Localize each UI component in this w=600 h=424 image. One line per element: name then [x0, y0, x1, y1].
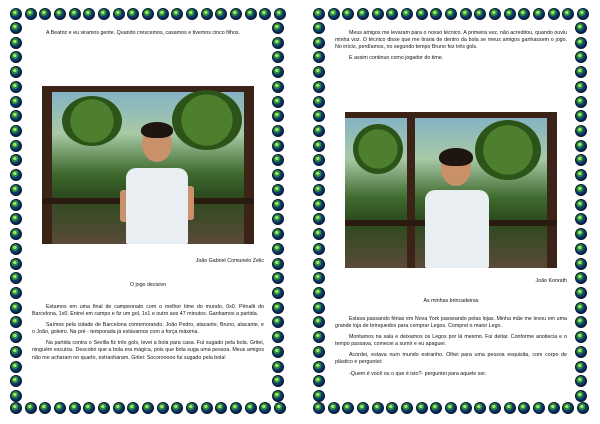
- globe-icon: [533, 402, 545, 414]
- globe-icon: [313, 154, 325, 166]
- globe-icon: [10, 228, 22, 240]
- globe-icon: [54, 8, 66, 20]
- globe-icon: [430, 402, 442, 414]
- globe-icon: [272, 169, 284, 181]
- globe-icon: [113, 8, 125, 20]
- globe-icon: [272, 287, 284, 299]
- globe-icon: [575, 316, 587, 328]
- globe-icon: [10, 258, 22, 270]
- globe-icon: [39, 402, 51, 414]
- globe-icon: [69, 402, 81, 414]
- globe-icon: [98, 402, 110, 414]
- intro-paragraph: A Beatriz e eu viramos gente. Quando crescemos, casamos e tivemos cinco filhos.: [46, 30, 241, 36]
- globe-icon: [10, 22, 22, 34]
- globe-icon: [357, 8, 369, 20]
- globe-icon: [272, 22, 284, 34]
- globe-icon: [575, 375, 587, 387]
- globe-icon: [10, 361, 22, 373]
- globe-icon: [575, 258, 587, 270]
- globe-icon: [575, 302, 587, 314]
- photo-caption: João Konrath: [535, 278, 567, 284]
- globe-icon: [575, 37, 587, 49]
- globe-icon: [445, 402, 457, 414]
- globe-icon: [272, 302, 284, 314]
- globe-icon: [313, 243, 325, 255]
- globe-icon: [416, 402, 428, 414]
- globe-icon: [313, 22, 325, 34]
- story-paragraph: Na partida contra o Sevilla fiz três gols, levei a bola para casa. Fui sugado pela bola. Gritei, ninguém escutou. Descobri que a bola era mágica, pois que bola suga uma pessoa. Meus amigos não me acharam no quarto, estranharam. Gritei: Socorooooo fui sugado pela bola!: [32, 340, 264, 361]
- globe-icon: [98, 8, 110, 20]
- globe-icon: [548, 8, 560, 20]
- globe-icon: [272, 110, 284, 122]
- globe-icon: [474, 8, 486, 20]
- globe-icon: [215, 8, 227, 20]
- globe-icon: [575, 140, 587, 152]
- globe-icon: [10, 81, 22, 93]
- globe-icon: [272, 37, 284, 49]
- globe-icon: [577, 8, 589, 20]
- globe-border-top: [313, 8, 589, 22]
- story-paragraph: E assim continuo como jogador do time.: [349, 55, 444, 62]
- globe-icon: [328, 8, 340, 20]
- globe-icon: [10, 375, 22, 387]
- story-paragraph: Estava passando férias em Nova York passeando pelas lojas. Minha mãe me levou em uma grande loja de brinquedos para comprar Legos. Comprei o maior Lego.: [335, 316, 567, 330]
- globe-icon: [10, 96, 22, 108]
- globe-icon: [313, 213, 325, 225]
- globe-icon: [575, 199, 587, 211]
- globe-icon: [401, 402, 413, 414]
- section-title: O jogo decisivo: [129, 282, 167, 288]
- globe-icon: [313, 8, 325, 20]
- photo-boy-smiling: [42, 86, 254, 244]
- globe-icon: [83, 402, 95, 414]
- globe-icon: [386, 402, 398, 414]
- globe-icon: [575, 110, 587, 122]
- story-paragraph: Meus amigos me levaram para o nosso técnico. A primeira vez, não acreditou, quando ouviu minha voz. O técnico disse que me tiraria de dentro da bola se meus amigos ganhassem o jogo. No início, perdíamos, no segundo tempo Bruno fez três gols.: [335, 30, 567, 51]
- globe-icon: [313, 51, 325, 63]
- globe-icon: [245, 402, 257, 414]
- globe-icon: [10, 140, 22, 152]
- globe-icon: [10, 272, 22, 284]
- globe-icon: [10, 184, 22, 196]
- globe-icon: [10, 125, 22, 137]
- globe-icon: [313, 228, 325, 240]
- globe-icon: [186, 402, 198, 414]
- globe-icon: [313, 81, 325, 93]
- globe-icon: [386, 8, 398, 20]
- globe-icon: [372, 8, 384, 20]
- globe-icon: [313, 331, 325, 343]
- globe-icon: [575, 228, 587, 240]
- globe-icon: [518, 402, 530, 414]
- globe-icon: [474, 402, 486, 414]
- globe-icon: [313, 199, 325, 211]
- globe-icon: [313, 361, 325, 373]
- globe-icon: [575, 66, 587, 78]
- globe-icon: [171, 8, 183, 20]
- globe-icon: [575, 361, 587, 373]
- left-page-content: [32, 26, 264, 400]
- photo-caption: João Gabriel Comunelo Zelic: [195, 258, 264, 264]
- story-paragraph: -Quem é você ou o que é isto?- perguntei para aquele ser.: [349, 370, 487, 377]
- globe-icon: [575, 346, 587, 358]
- story-paragraph: Saímos pela cidade de Barcelona comemorando, João Pedro, atacante, Bruno, atacante, e o João, goleiro. Na pré - temporada já estávamos com a força máxima.: [32, 322, 264, 336]
- globe-icon: [562, 402, 574, 414]
- globe-icon: [142, 402, 154, 414]
- globe-icon: [372, 402, 384, 414]
- globe-icon: [10, 169, 22, 181]
- globe-icon: [575, 390, 587, 402]
- globe-icon: [272, 272, 284, 284]
- globe-icon: [342, 402, 354, 414]
- globe-icon: [313, 140, 325, 152]
- globe-icon: [272, 361, 284, 373]
- globe-icon: [272, 81, 284, 93]
- globe-icon: [313, 66, 325, 78]
- globe-border-bottom: [313, 402, 589, 416]
- globe-icon: [230, 402, 242, 414]
- globe-icon: [259, 402, 271, 414]
- globe-border-right: [575, 22, 589, 402]
- globe-icon: [10, 51, 22, 63]
- globe-icon: [272, 199, 284, 211]
- globe-icon: [272, 228, 284, 240]
- globe-icon: [54, 402, 66, 414]
- globe-icon: [272, 96, 284, 108]
- globe-icon: [10, 302, 22, 314]
- globe-icon: [39, 8, 51, 20]
- globe-icon: [272, 125, 284, 137]
- globe-icon: [127, 8, 139, 20]
- globe-icon: [69, 8, 81, 20]
- globe-icon: [575, 213, 587, 225]
- globe-icon: [10, 402, 22, 414]
- left-page: [10, 8, 286, 416]
- globe-icon: [10, 66, 22, 78]
- globe-icon: [10, 213, 22, 225]
- globe-icon: [272, 66, 284, 78]
- globe-icon: [575, 287, 587, 299]
- globe-border-right: [272, 22, 286, 402]
- globe-icon: [313, 402, 325, 414]
- globe-icon: [575, 81, 587, 93]
- globe-icon: [445, 8, 457, 20]
- globe-icon: [489, 8, 501, 20]
- globe-icon: [272, 390, 284, 402]
- globe-icon: [504, 8, 516, 20]
- globe-icon: [533, 8, 545, 20]
- globe-icon: [313, 316, 325, 328]
- globe-icon: [575, 22, 587, 34]
- globe-icon: [575, 51, 587, 63]
- globe-icon: [274, 402, 286, 414]
- globe-icon: [10, 110, 22, 122]
- globe-icon: [357, 402, 369, 414]
- globe-icon: [575, 184, 587, 196]
- right-page: [313, 8, 589, 416]
- globe-icon: [25, 8, 37, 20]
- globe-icon: [10, 316, 22, 328]
- globe-icon: [575, 272, 587, 284]
- story-paragraph: Estamos em uma final de campeonato com o melhor time do mundo, 0x0. Pênalti do Barcelona, 1x0. Entrei em campo e fiz um gol, 1x1 e outro aos 47 minutos. Ganhamos a partida.: [32, 304, 264, 318]
- globe-icon: [313, 37, 325, 49]
- globe-icon: [460, 402, 472, 414]
- globe-border-bottom: [10, 402, 286, 416]
- globe-icon: [313, 110, 325, 122]
- globe-icon: [272, 140, 284, 152]
- globe-border-left: [313, 22, 327, 402]
- globe-icon: [272, 375, 284, 387]
- globe-icon: [272, 154, 284, 166]
- globe-icon: [230, 8, 242, 20]
- globe-icon: [10, 331, 22, 343]
- globe-icon: [313, 346, 325, 358]
- story-paragraph: Acordei, estava num mundo estranho. Olhei para uma pessoa esquisita, com corpo de plástico e perguntei:: [335, 352, 567, 366]
- globe-icon: [10, 287, 22, 299]
- globe-icon: [313, 390, 325, 402]
- globe-icon: [575, 331, 587, 343]
- globe-icon: [272, 331, 284, 343]
- right-page-content: [335, 26, 567, 400]
- globe-icon: [313, 258, 325, 270]
- globe-icon: [313, 375, 325, 387]
- story-body: [335, 316, 567, 378]
- globe-icon: [157, 402, 169, 414]
- globe-icon: [489, 402, 501, 414]
- globe-icon: [274, 8, 286, 20]
- globe-icon: [313, 184, 325, 196]
- globe-icon: [10, 346, 22, 358]
- globe-icon: [142, 8, 154, 20]
- globe-icon: [575, 96, 587, 108]
- globe-icon: [245, 8, 257, 20]
- globe-icon: [313, 272, 325, 284]
- globe-icon: [416, 8, 428, 20]
- globe-icon: [10, 154, 22, 166]
- globe-icon: [272, 184, 284, 196]
- story-body: [32, 304, 264, 362]
- globe-icon: [577, 402, 589, 414]
- globe-icon: [562, 8, 574, 20]
- globe-border-top: [10, 8, 286, 22]
- globe-icon: [259, 8, 271, 20]
- globe-icon: [186, 8, 198, 20]
- globe-icon: [272, 51, 284, 63]
- globe-icon: [127, 402, 139, 414]
- globe-icon: [504, 402, 516, 414]
- globe-icon: [157, 8, 169, 20]
- globe-icon: [272, 316, 284, 328]
- globe-icon: [575, 154, 587, 166]
- globe-icon: [215, 402, 227, 414]
- globe-icon: [10, 37, 22, 49]
- globe-icon: [313, 96, 325, 108]
- story-paragraph: Montamos na sala e deixamos os Legos por lá mesmo. Fui deitar. Conforme anoitecia e o tempo passava, comecei a sumir e eu apaguei.: [335, 334, 567, 348]
- globe-icon: [10, 390, 22, 402]
- globe-icon: [10, 243, 22, 255]
- globe-icon: [548, 402, 560, 414]
- globe-icon: [272, 346, 284, 358]
- globe-icon: [430, 8, 442, 20]
- globe-icon: [201, 8, 213, 20]
- globe-icon: [10, 8, 22, 20]
- section-title: As minhas brincadeiras: [423, 298, 479, 304]
- globe-icon: [342, 8, 354, 20]
- globe-icon: [313, 302, 325, 314]
- photo-boy-standing: [345, 112, 557, 268]
- globe-icon: [313, 169, 325, 181]
- globe-icon: [575, 243, 587, 255]
- globe-icon: [10, 199, 22, 211]
- globe-icon: [575, 169, 587, 181]
- globe-icon: [113, 402, 125, 414]
- globe-icon: [460, 8, 472, 20]
- globe-icon: [518, 8, 530, 20]
- globe-border-left: [10, 22, 24, 402]
- globe-icon: [272, 243, 284, 255]
- story-continuation: [335, 30, 567, 62]
- globe-icon: [272, 258, 284, 270]
- globe-icon: [171, 402, 183, 414]
- globe-icon: [575, 125, 587, 137]
- globe-icon: [313, 287, 325, 299]
- globe-icon: [328, 402, 340, 414]
- globe-icon: [401, 8, 413, 20]
- globe-icon: [201, 402, 213, 414]
- globe-icon: [83, 8, 95, 20]
- globe-icon: [313, 125, 325, 137]
- globe-icon: [272, 213, 284, 225]
- globe-icon: [25, 402, 37, 414]
